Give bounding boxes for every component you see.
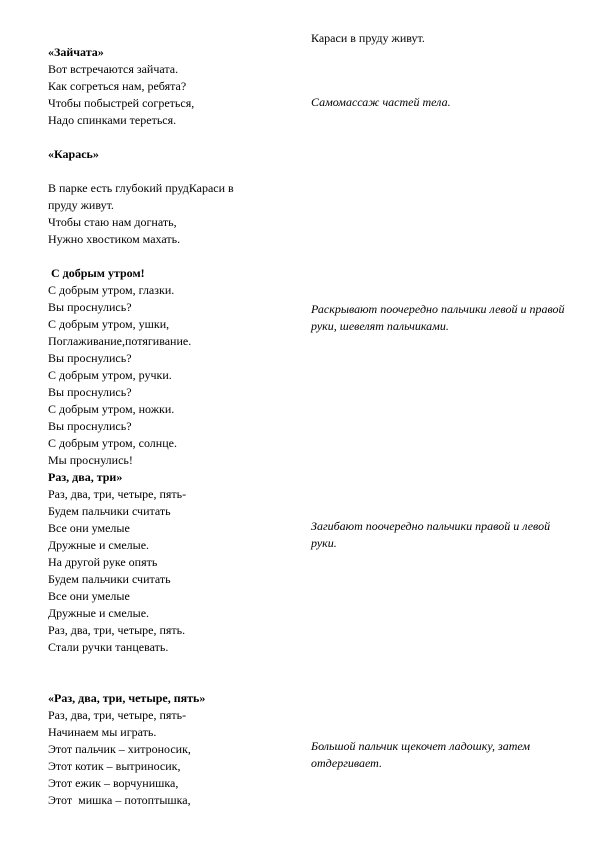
poem-line: Дружные и смелые. xyxy=(48,606,150,620)
poem-line: Стали ручки танцевать. xyxy=(48,640,169,654)
poem-line: Чтобы побыстрей согреться, xyxy=(48,96,195,110)
right-note-karasi: Караси в пруду живут. xyxy=(311,31,425,45)
poem-line: Мы проснулись! xyxy=(48,453,133,467)
poem-line: Как согреться нам, ребята? xyxy=(48,79,187,93)
poem-line: Вы проснулись? xyxy=(48,300,132,314)
poem-title-zaichata: «Зайчата» xyxy=(48,45,104,59)
poem-line: Вот встречаются зайчата. xyxy=(48,62,179,76)
poem-line: Дружные и смелые. xyxy=(48,538,150,552)
poem-title-raz-dva-tri: Раз, два, три» xyxy=(48,470,123,484)
poem-line: Этот пальчик – хитроносик, xyxy=(48,742,191,756)
poem-line: Поглаживание,потягивание. xyxy=(48,334,192,348)
poem-line: Раз, два, три, четыре, пять. xyxy=(48,623,186,637)
poem-line: Этот котик – вытриносик, xyxy=(48,759,181,773)
poem-line: Нужно хвостиком махать. xyxy=(48,232,181,246)
poem-line: Вы проснулись? xyxy=(48,351,132,365)
poem-line: Будем пальчики считать xyxy=(48,572,171,586)
poem-line: В парке есть глубокий прудКараси в xyxy=(48,181,234,195)
left-column xyxy=(48,44,288,809)
poem-line: С добрым утром, ручки. xyxy=(48,368,172,382)
poem-line: Раз, два, три, четыре, пять- xyxy=(48,487,187,501)
poem-title-karas: «Карась» xyxy=(48,147,99,161)
poem-line: пруду живут. xyxy=(48,198,114,212)
poem-line: Раз, два, три, четыре, пять- xyxy=(48,708,187,722)
poem-line: Начинаем мы играть. xyxy=(48,725,157,739)
poem-line: Этот ежик – ворчунишка, xyxy=(48,776,179,790)
right-note-selfmassage: Самомассаж частей тела. xyxy=(311,95,451,109)
poem-line: Будем пальчики считать xyxy=(48,504,171,518)
poem-line: Этот мишка – потоптышка, xyxy=(48,793,191,807)
poem-line: С добрым утром, ножки. xyxy=(48,402,175,416)
right-note-thumb-tickle: Большой пальчик щекочет ладошку, затем отдергивает. xyxy=(311,739,531,770)
poem-line: Все они умелые xyxy=(48,521,130,535)
right-note-fingers-open: Раскрывают поочередно пальчики левой и правой руки, шевелят пальчиками. xyxy=(311,302,565,333)
poem-line: Все они умелые xyxy=(48,589,130,603)
poem-line: На другой руке опять xyxy=(48,555,158,569)
poem-line: С добрым утром, солнце. xyxy=(48,436,177,450)
poem-title-dobrym-utrom: С добрым утром! xyxy=(48,266,145,280)
poem-title-raz-dva-tri-chetyre-pyat: «Раз, два, три, четыре, пять» xyxy=(48,691,206,705)
poem-line: Вы проснулись? xyxy=(48,385,132,399)
poem-line: Чтобы стаю нам догнать, xyxy=(48,215,177,229)
right-note-fingers-bend: Загибают поочередно пальчики правой и левой руки. xyxy=(311,519,551,550)
poem-line: С добрым утром, ушки, xyxy=(48,317,170,331)
poem-line: Вы проснулись? xyxy=(48,419,132,433)
poem-line: Надо спинками тереться. xyxy=(48,113,177,127)
poem-line: С добрым утром, глазки. xyxy=(48,283,175,297)
